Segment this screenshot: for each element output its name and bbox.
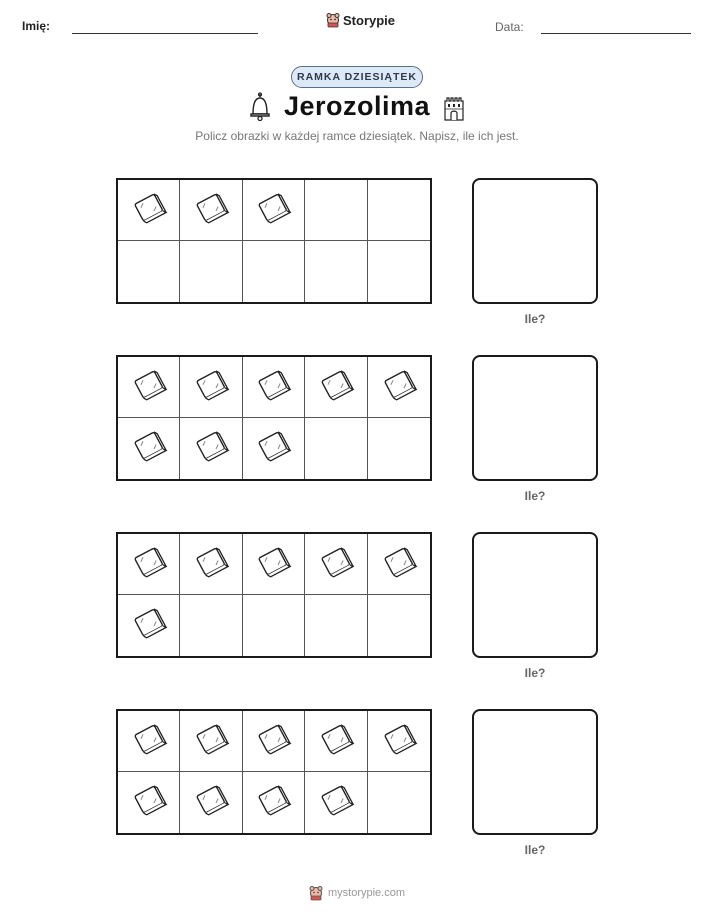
ten-frame-cell [243,418,305,479]
book-icon [254,367,292,408]
book-icon [192,721,230,762]
ten-frame [116,709,432,835]
footer-url: mystorypie.com [327,887,406,899]
ten-frame [116,355,432,481]
ten-frame-cell [180,772,242,833]
ten-frame-cell [305,711,367,772]
book-icon [192,428,230,469]
book-icon [254,721,292,762]
name-label: Imię: [22,19,51,33]
ten-frame-cell [305,595,367,656]
ten-frame-cell [368,772,430,833]
ten-frame-cell [243,772,305,833]
ten-frame-cell [305,534,367,595]
storypie-mascot-icon [309,885,323,901]
ten-frame-cell [180,357,242,418]
ten-frame-cell [118,241,180,302]
ten-frame-cell [368,595,430,656]
book-icon [254,428,292,469]
ten-frame-cell [368,357,430,418]
ten-frame-cell [180,418,242,479]
answer-label: Ile? [524,312,546,326]
book-icon [254,190,292,231]
book-icon [192,544,230,585]
ten-frame [116,532,432,658]
ten-frame-cell [368,418,430,479]
footer [0,885,714,901]
book-icon [317,721,355,762]
ten-frame-cell [368,241,430,302]
ten-frame-cell [305,418,367,479]
brand-name: Storypie [343,12,396,28]
ten-frame-cell [243,357,305,418]
ten-frame-cell [305,241,367,302]
answer-label: Ile? [524,489,546,503]
brand-logo [326,12,395,28]
ten-frame-cell [243,534,305,595]
ten-frame-cell [243,595,305,656]
date-label: Data: [495,20,524,34]
book-icon [192,190,230,231]
castle-icon [442,93,466,121]
ten-frame-cell [118,357,180,418]
ten-frame-cell [180,711,242,772]
ten-frame-cell [180,534,242,595]
ten-frame [116,178,432,304]
book-icon [317,782,355,823]
book-icon [192,782,230,823]
book-icon [317,544,355,585]
ten-frame-cell [243,711,305,772]
answer-label: Ile? [524,843,546,857]
name-write-line [72,33,258,34]
book-icon [317,367,355,408]
ten-frame-cell [118,418,180,479]
ten-frame-cell [118,772,180,833]
book-icon [380,721,418,762]
worksheet-type-badge: RAMKA DZIESIĄTEK [291,66,423,88]
ten-frame-cell [118,534,180,595]
book-icon [130,721,168,762]
ten-frame-cell [118,595,180,656]
ten-frame-cell [368,180,430,241]
book-icon [254,544,292,585]
book-icon [254,782,292,823]
ten-frame-cell [368,711,430,772]
ten-frame-cell [368,534,430,595]
date-write-line [541,33,691,34]
ten-frame-cell [305,357,367,418]
storypie-mascot-icon [326,12,340,28]
book-icon [380,544,418,585]
page-title: Jerozolima [283,91,431,121]
ten-frame-cell [305,180,367,241]
answer-box[interactable] [472,709,598,835]
instructions-text: Policz obrazki w każdej ramce dziesiątek. Napisz, ile ich jest. [195,129,519,143]
ten-frame-cell [180,241,242,302]
ten-frame-cell [118,711,180,772]
book-icon [130,544,168,585]
answer-label: Ile? [524,666,546,680]
answer-box[interactable] [472,355,598,481]
ten-frame-cell [118,180,180,241]
ten-frame-cell [243,180,305,241]
answer-box[interactable] [472,532,598,658]
book-icon [130,428,168,469]
book-icon [130,190,168,231]
ten-frame-cell [180,180,242,241]
ten-frame-cell [180,595,242,656]
ten-frame-cell [305,772,367,833]
book-icon [192,367,230,408]
answer-box[interactable] [472,178,598,304]
book-icon [130,367,168,408]
ten-frame-cell [243,241,305,302]
book-icon [130,605,168,646]
book-icon [130,782,168,823]
book-icon [380,367,418,408]
